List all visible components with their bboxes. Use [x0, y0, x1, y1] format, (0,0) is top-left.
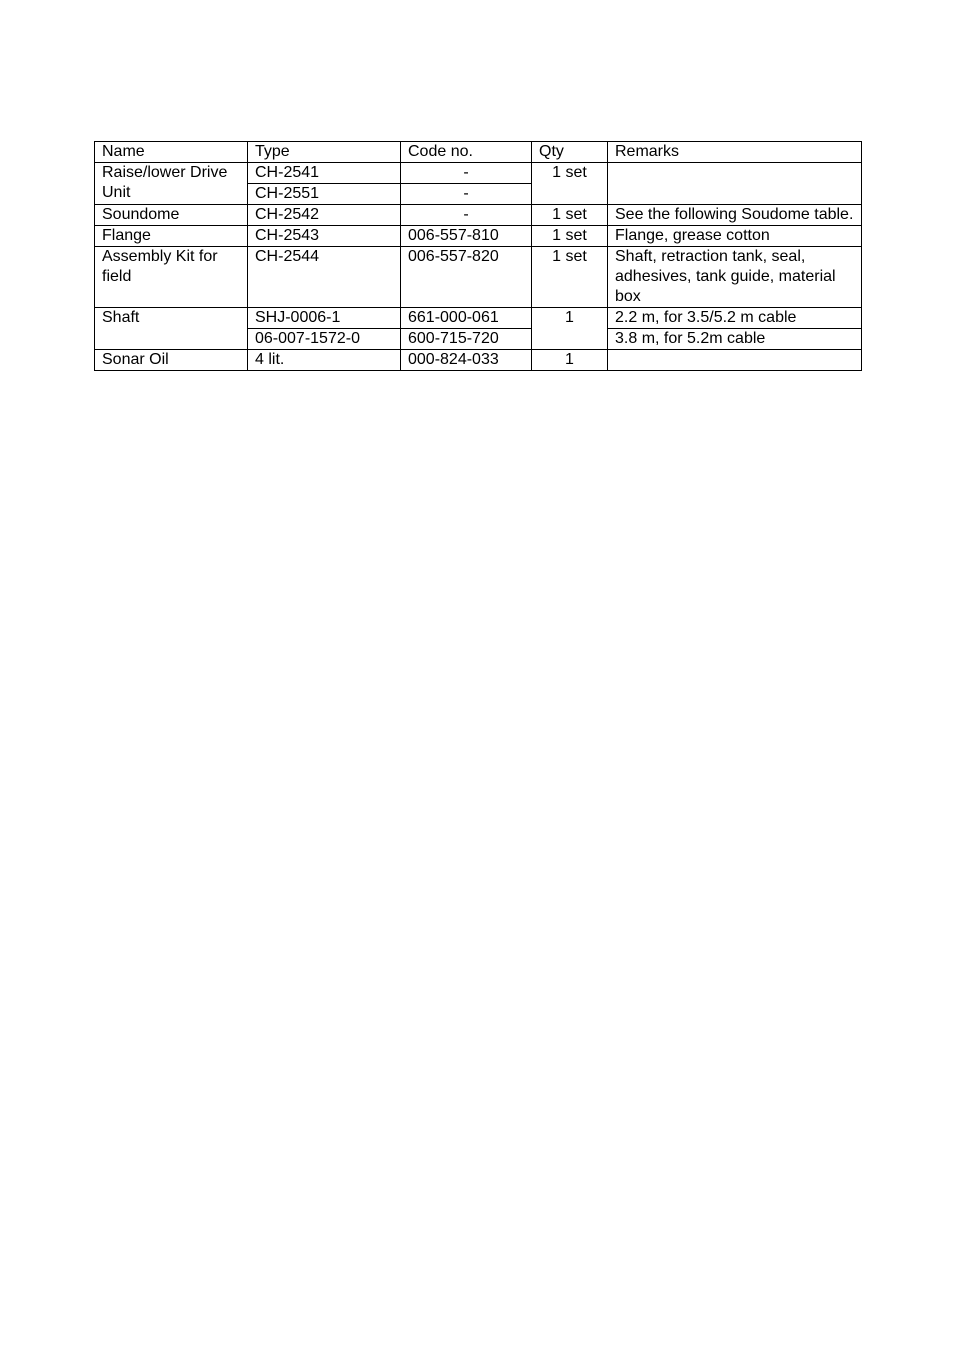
parts-table	[94, 141, 862, 371]
cell-remarks: See the following Soudome table.	[608, 205, 862, 226]
cell-code: 600-715-720	[401, 329, 532, 350]
table-row	[95, 247, 862, 308]
cell-remarks: 2.2 m, for 3.5/5.2 m cable	[608, 308, 862, 329]
header-remarks: Remarks	[608, 142, 862, 163]
header-type: Type	[248, 142, 401, 163]
cell-type: CH-2551	[248, 184, 401, 205]
cell-type: 4 lit.	[248, 350, 401, 371]
header-qty: Qty	[532, 142, 608, 163]
cell-code: -	[401, 205, 532, 226]
cell-type: 06-007-1572-0	[248, 329, 401, 350]
cell-qty: 1	[532, 308, 608, 350]
table-row	[95, 308, 862, 329]
cell-name: Assembly Kit for field	[95, 247, 248, 308]
cell-type: CH-2542	[248, 205, 401, 226]
header-code: Code no.	[401, 142, 532, 163]
cell-code: 006-557-810	[401, 226, 532, 247]
cell-name: Flange	[95, 226, 248, 247]
cell-code: 000-824-033	[401, 350, 532, 371]
cell-name: Sonar Oil	[95, 350, 248, 371]
table-row	[95, 163, 862, 184]
cell-name: Shaft	[95, 308, 248, 350]
cell-remarks	[608, 163, 862, 205]
table-row	[95, 350, 862, 371]
cell-remarks	[608, 350, 862, 371]
cell-qty: 1 set	[532, 247, 608, 308]
cell-code: -	[401, 163, 532, 184]
cell-qty: 1 set	[532, 226, 608, 247]
table-row	[95, 226, 862, 247]
cell-qty: 1 set	[532, 163, 608, 205]
cell-code: 006-557-820	[401, 247, 532, 308]
table-row	[95, 205, 862, 226]
cell-name: Raise/lower Drive Unit	[95, 163, 248, 205]
cell-code: 661-000-061	[401, 308, 532, 329]
cell-remarks: Flange, grease cotton	[608, 226, 862, 247]
cell-code: -	[401, 184, 532, 205]
cell-qty: 1	[532, 350, 608, 371]
cell-type: CH-2541	[248, 163, 401, 184]
cell-name: Soundome	[95, 205, 248, 226]
cell-type: CH-2544	[248, 247, 401, 308]
cell-type: CH-2543	[248, 226, 401, 247]
cell-type: SHJ-0006-1	[248, 308, 401, 329]
table-header-row	[95, 142, 862, 163]
cell-remarks: Shaft, retraction tank, seal, adhesives, tank guide, material box	[608, 247, 862, 308]
cell-remarks: 3.8 m, for 5.2m cable	[608, 329, 862, 350]
cell-qty: 1 set	[532, 205, 608, 226]
header-name: Name	[95, 142, 248, 163]
